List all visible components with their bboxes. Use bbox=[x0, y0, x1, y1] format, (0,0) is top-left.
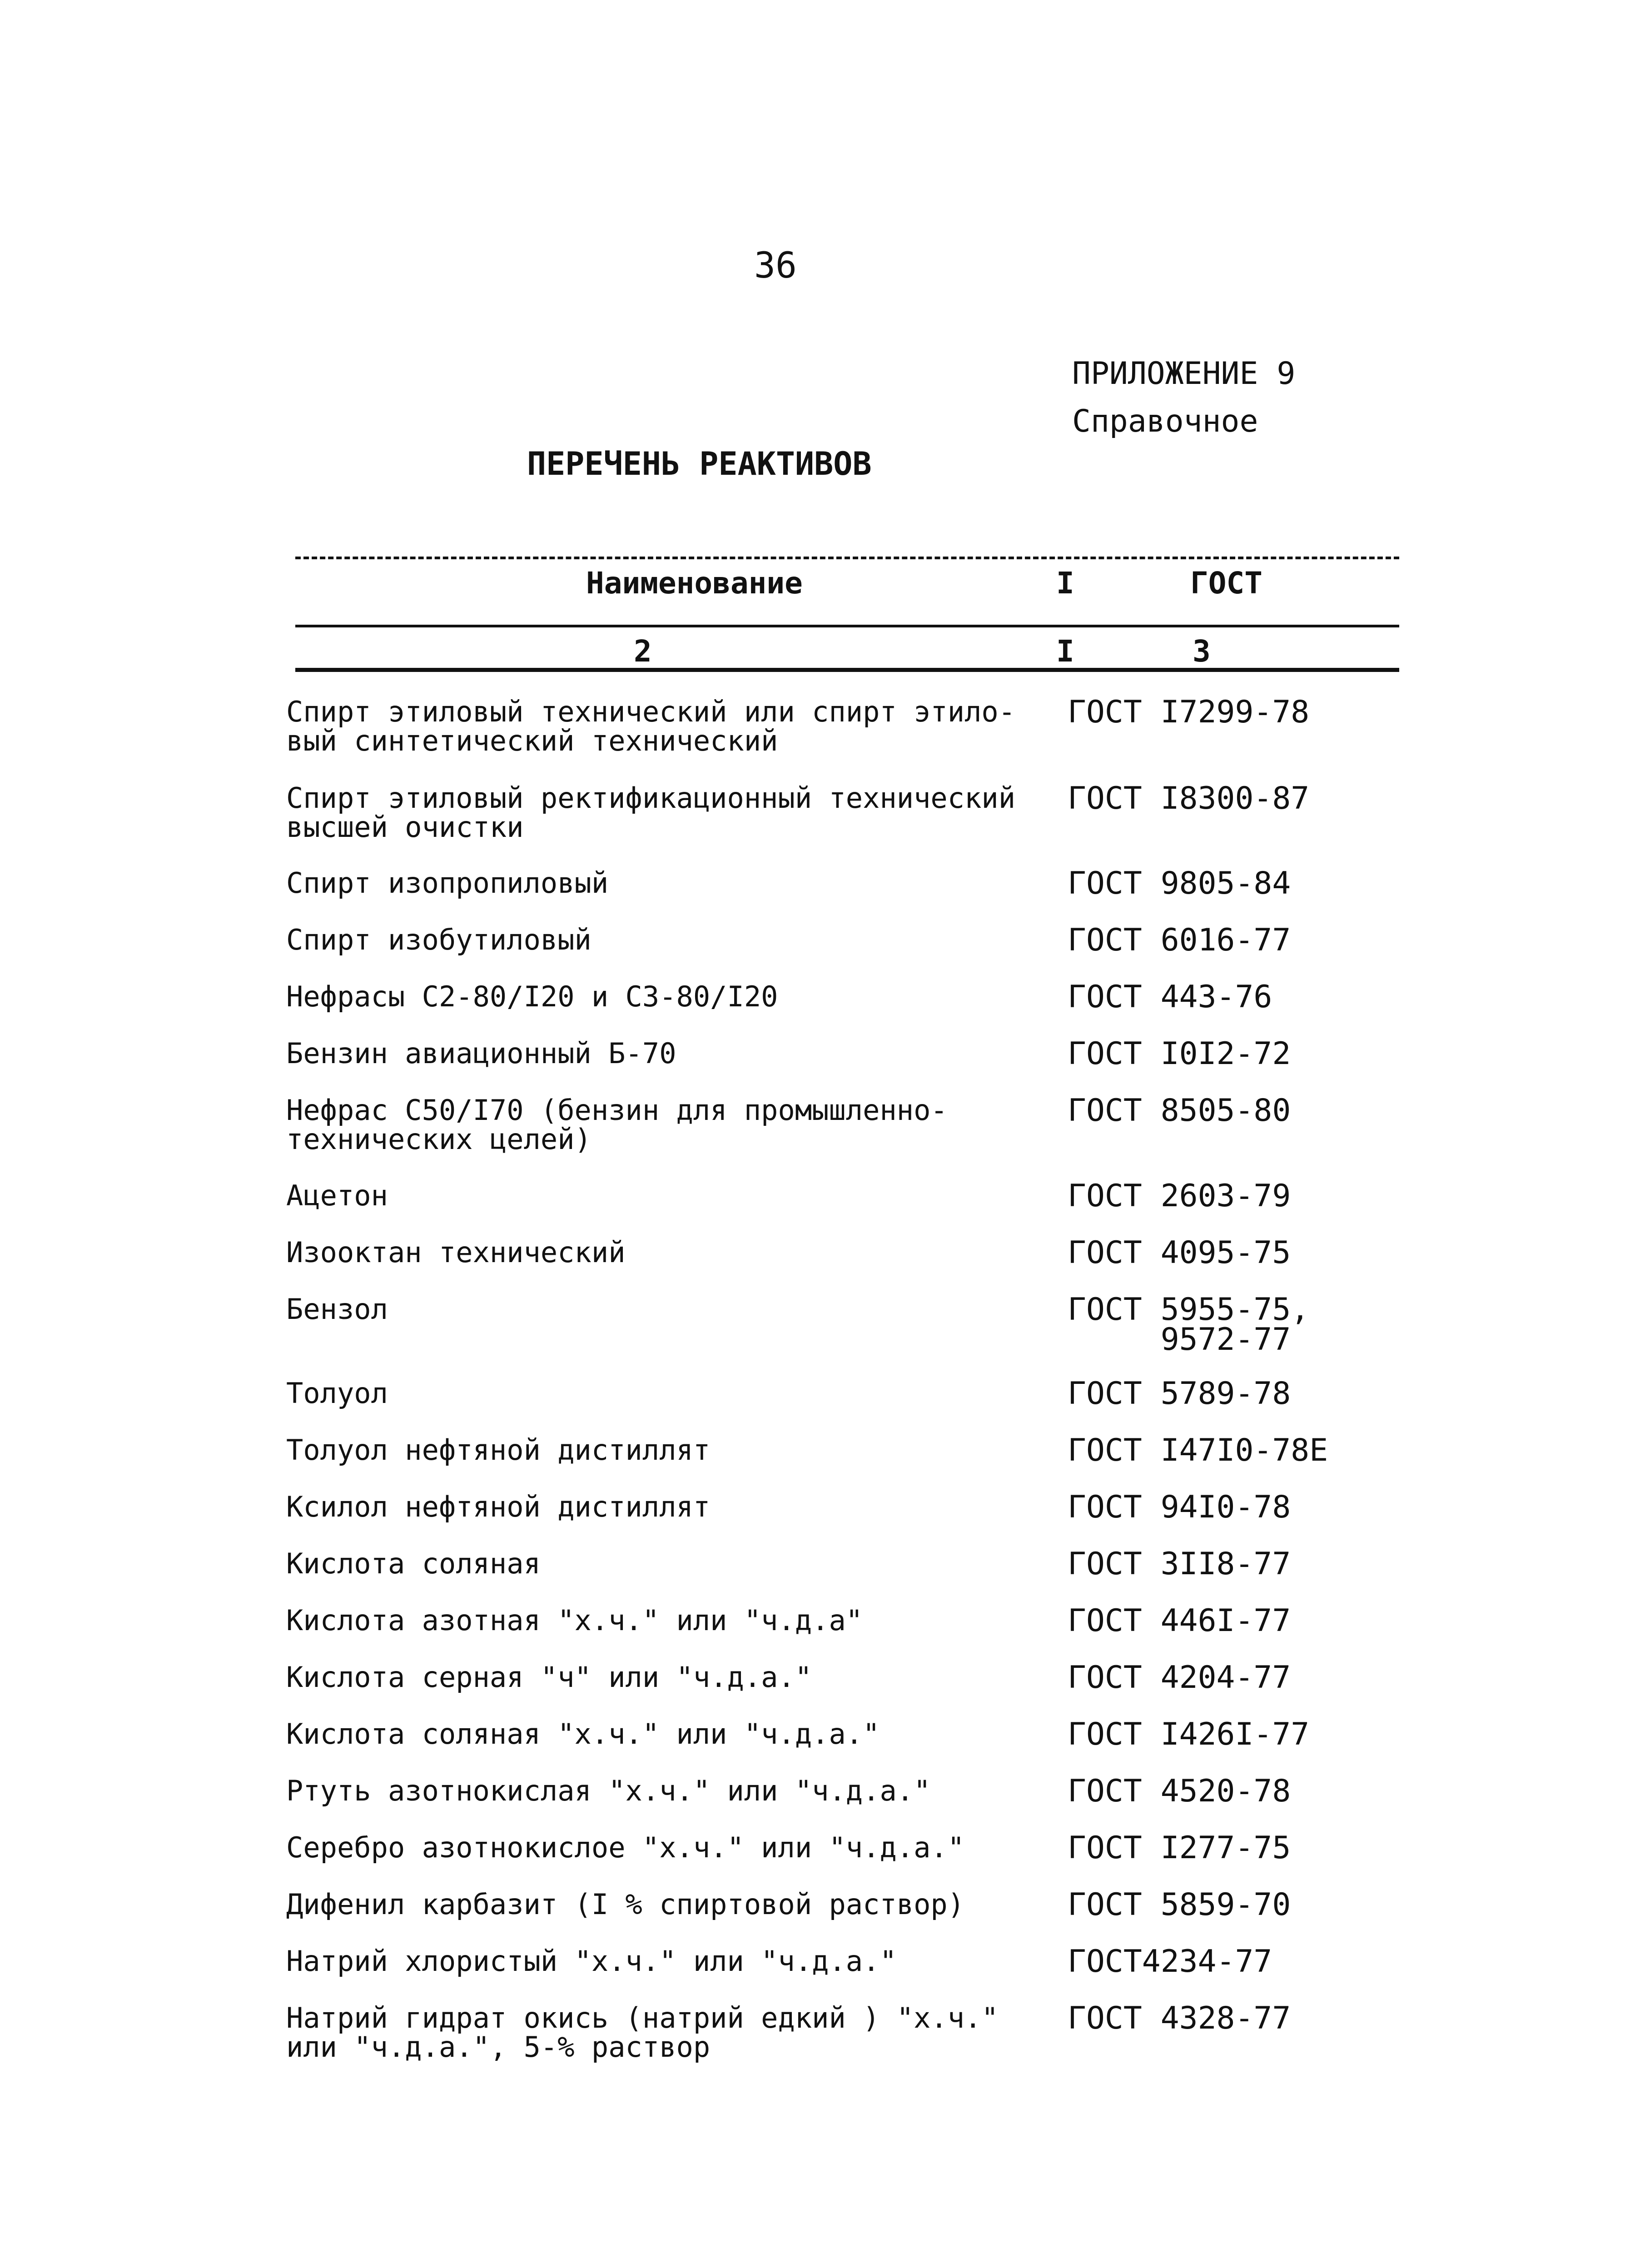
gost-number: ГОСТ 6016-77 bbox=[1068, 922, 1291, 958]
gost-number: ГОСТ 4520-78 bbox=[1068, 1773, 1291, 1809]
appendix-type: Справочное bbox=[1072, 403, 1258, 439]
reagent-name: Ксилол нефтяной дистиллят bbox=[286, 1490, 711, 1523]
reagent-name: Бензол bbox=[286, 1293, 388, 1326]
gost-number: ГОСТ I47I0-78Е bbox=[1068, 1432, 1328, 1468]
gost-number: ГОСТ 8505-80 bbox=[1068, 1093, 1291, 1129]
column-number-gost: 3 bbox=[1193, 634, 1211, 669]
appendix-block bbox=[1072, 350, 1295, 445]
gost-number: ГОСТ 5789-78 bbox=[1068, 1376, 1291, 1412]
gost-number: ГОСТ I7299-78 bbox=[1068, 694, 1310, 730]
column-separator: I bbox=[1056, 566, 1074, 601]
reagent-name: Спирт изопропиловый bbox=[286, 866, 609, 900]
column-header-gost: ГОСТ bbox=[1190, 566, 1262, 601]
reagent-name: Спирт изобутиловый bbox=[286, 923, 591, 956]
reagent-name: Спирт этиловый технический или спирт этило- вый синтетический технический bbox=[286, 695, 1016, 757]
header-rule bbox=[295, 625, 1399, 627]
column-number-name: 2 bbox=[634, 634, 652, 669]
reagent-name: Серебро азотнокислое "х.ч." или "ч.д.а." bbox=[286, 1831, 965, 1864]
gost-number: ГОСТ 9805-84 bbox=[1068, 865, 1291, 901]
column-header-name: Наименование bbox=[586, 566, 803, 601]
reagent-name: Нефрасы С2-80/I20 и С3-80/I20 bbox=[286, 980, 778, 1013]
reagent-name: Толуол bbox=[286, 1377, 388, 1410]
gost-number: ГОСТ I426I-77 bbox=[1068, 1716, 1310, 1752]
reagent-name: Кислота серная "ч" или "ч.д.а." bbox=[286, 1661, 812, 1694]
page-number: 36 bbox=[754, 245, 797, 286]
reagent-name: Кислота соляная "х.ч." или "ч.д.а." bbox=[286, 1717, 880, 1751]
gost-number: ГОСТ I277-75 bbox=[1068, 1830, 1291, 1866]
document-title: ПЕРЕЧЕНЬ РЕАКТИВОВ bbox=[527, 445, 872, 482]
reagent-name: Натрий хлористый "х.ч." или "ч.д.а." bbox=[286, 1945, 897, 1978]
gost-number: ГОСТ I0I2-72 bbox=[1068, 1036, 1291, 1072]
gost-number: ГОСТ 5955-75, 9572-77 bbox=[1068, 1292, 1310, 1358]
gost-number: ГОСТ 443-76 bbox=[1068, 979, 1272, 1015]
reagent-name: Изооктан технический bbox=[286, 1236, 626, 1269]
gost-number: ГОСТ 94I0-78 bbox=[1068, 1489, 1291, 1525]
reagent-name: Натрий гидрат окись (натрий едкий ) "х.ч." или "ч.д.а.", 5-% раствор bbox=[286, 2001, 999, 2064]
gost-number: ГОСТ I8300-87 bbox=[1068, 781, 1310, 816]
reagent-name: Толуол нефтяной дистиллят bbox=[286, 1433, 711, 1467]
column-separator: I bbox=[1056, 634, 1074, 669]
reagent-name: Кислота соляная bbox=[286, 1547, 541, 1580]
gost-number: ГОСТ 4328-77 bbox=[1068, 2000, 1291, 2036]
reagent-name: Нефрас С50/I70 (бензин для промышленно- технических целей) bbox=[286, 1094, 948, 1156]
reagent-name: Ацетон bbox=[286, 1179, 388, 1212]
reagent-name: Ртуть азотнокислая "х.ч." или "ч.д.а." bbox=[286, 1774, 931, 1807]
reagent-name: Бензин авиационный Б-70 bbox=[286, 1037, 676, 1070]
appendix-label: ПРИЛОЖЕНИЕ 9 bbox=[1072, 356, 1296, 392]
reagent-name: Кислота азотная "х.ч." или "ч.д.а" bbox=[286, 1604, 863, 1637]
gost-number: ГОСТ 5859-70 bbox=[1068, 1887, 1291, 1923]
reagent-name: Дифенил карбазит (I % спиртовой раствор) bbox=[286, 1888, 965, 1921]
table-top-rule bbox=[295, 557, 1399, 559]
gost-number: ГОСТ 3II8-77 bbox=[1068, 1546, 1291, 1582]
gost-number: ГОСТ4234-77 bbox=[1068, 1944, 1272, 1980]
gost-number: ГОСТ 2603-79 bbox=[1068, 1178, 1291, 1214]
gost-number: ГОСТ 446I-77 bbox=[1068, 1603, 1291, 1639]
gost-number: ГОСТ 4095-75 bbox=[1068, 1235, 1291, 1271]
reagent-name: Спирт этиловый ректификационный технический высшей очистки bbox=[286, 781, 1016, 844]
gost-number: ГОСТ 4204-77 bbox=[1068, 1660, 1291, 1696]
column-numbers-rule bbox=[295, 668, 1399, 672]
